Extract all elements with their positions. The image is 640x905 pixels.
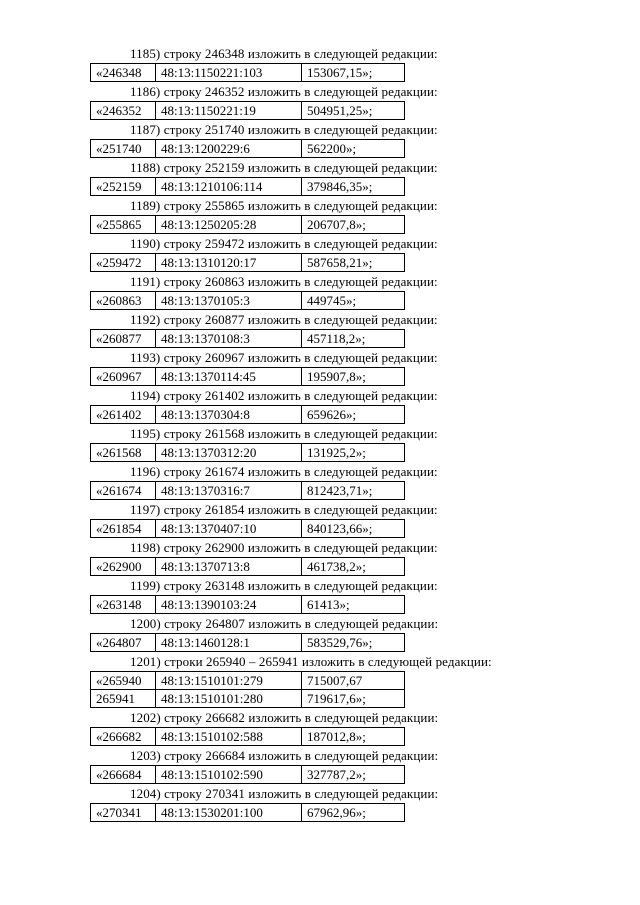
- table-row: [91, 672, 405, 690]
- cadastral-number-cell: 48:13:1370312:20: [156, 444, 302, 462]
- table-row: [91, 216, 405, 234]
- amendment-paragraph: 1185) строку 246348 изложить в следующей редакции:: [130, 46, 438, 61]
- amendment-paragraph: 1189) строку 255865 изложить в следующей редакции:: [130, 198, 438, 213]
- value-cell: 67962,96»;: [302, 804, 405, 822]
- table-row: [91, 804, 405, 822]
- cadastral-number-cell: 48:13:1150221:19: [156, 102, 302, 120]
- row-number-cell: «246348: [91, 64, 156, 82]
- cadastral-number-cell: 48:13:1250205:28: [156, 216, 302, 234]
- amendment-paragraph: 1187) строку 251740 изложить в следующей редакции:: [130, 122, 438, 137]
- amendment-paragraph: 1200) строку 264807 изложить в следующей редакции:: [130, 616, 439, 631]
- value-cell: 449745»;: [302, 292, 405, 310]
- row-number-cell: «262900: [91, 558, 156, 576]
- row-number-cell: «261568: [91, 444, 156, 462]
- table-row: [91, 330, 405, 348]
- amendment-paragraph: 1188) строку 252159 изложить в следующей редакции:: [130, 160, 438, 175]
- amendment-table: [90, 727, 405, 746]
- cadastral-number-cell: 48:13:1510101:280: [156, 690, 302, 708]
- amendment-table: [90, 367, 405, 386]
- amendment-paragraph: 1195) строку 261568 изложить в следующей редакции:: [130, 426, 438, 441]
- amendment-paragraph: 1193) строку 260967 изложить в следующей редакции:: [130, 350, 438, 365]
- amendment-table: [90, 443, 405, 462]
- cadastral-number-cell: 48:13:1510102:588: [156, 728, 302, 746]
- row-number-cell: «261674: [91, 482, 156, 500]
- amendment-table: [90, 177, 405, 196]
- cadastral-number-cell: 48:13:1370713:8: [156, 558, 302, 576]
- row-number-cell: «261854: [91, 520, 156, 538]
- table-row: [91, 520, 405, 538]
- table-row: [91, 178, 405, 196]
- value-cell: 61413»;: [302, 596, 405, 614]
- amendment-paragraph: 1191) строку 260863 изложить в следующей редакции:: [130, 274, 438, 289]
- value-cell: 812423,71»;: [302, 482, 405, 500]
- row-number-cell: «266682: [91, 728, 156, 746]
- amendment-table: [90, 557, 405, 576]
- table-row: [91, 444, 405, 462]
- document-body: [0, 44, 640, 822]
- table-row: [91, 368, 405, 386]
- value-cell: 457118,2»;: [302, 330, 405, 348]
- amendment-paragraph: 1192) строку 260877 изложить в следующей редакции:: [130, 312, 438, 327]
- row-number-cell: «264807: [91, 634, 156, 652]
- row-number-cell: «260967: [91, 368, 156, 386]
- value-cell: 840123,66»;: [302, 520, 405, 538]
- table-row: [91, 292, 405, 310]
- amendment-table: [90, 765, 405, 784]
- value-cell: 719617,6»;: [302, 690, 405, 708]
- row-number-cell: «266684: [91, 766, 156, 784]
- row-number-cell: «261402: [91, 406, 156, 424]
- value-cell: 131925,2»;: [302, 444, 405, 462]
- cadastral-number-cell: 48:13:1310120:17: [156, 254, 302, 272]
- amendment-paragraph: 1203) строку 266684 изложить в следующей редакции:: [130, 748, 439, 763]
- value-cell: 153067,15»;: [302, 64, 405, 82]
- value-cell: 659626»;: [302, 406, 405, 424]
- value-cell: 327787,2»;: [302, 766, 405, 784]
- value-cell: 379846,35»;: [302, 178, 405, 196]
- amendment-paragraph: 1199) строку 263148 изложить в следующей редакции:: [130, 578, 438, 593]
- cadastral-number-cell: 48:13:1460128:1: [156, 634, 302, 652]
- row-number-cell: 265941: [91, 690, 156, 708]
- row-number-cell: «255865: [91, 216, 156, 234]
- amendment-table: [90, 253, 405, 272]
- value-cell: 715007,67: [302, 672, 405, 690]
- amendment-paragraph: 1201) строки 265940 – 265941 изложить в следующей редакции:: [130, 654, 492, 669]
- cadastral-number-cell: 48:13:1200229:6: [156, 140, 302, 158]
- amendment-table: [90, 671, 405, 708]
- table-row: [91, 254, 405, 272]
- amendment-paragraph: 1196) строку 261674 изложить в следующей редакции:: [130, 464, 438, 479]
- amendment-table: [90, 481, 405, 500]
- amendment-table: [90, 139, 405, 158]
- amendment-table: [90, 633, 405, 652]
- row-number-cell: «252159: [91, 178, 156, 196]
- table-row: [91, 596, 405, 614]
- row-number-cell: «259472: [91, 254, 156, 272]
- row-number-cell: «260877: [91, 330, 156, 348]
- amendment-table: [90, 405, 405, 424]
- amendment-paragraph: 1194) строку 261402 изложить в следующей редакции:: [130, 388, 438, 403]
- amendment-paragraph: 1197) строку 261854 изложить в следующей редакции:: [130, 502, 438, 517]
- amendment-table: [90, 329, 405, 348]
- amendment-table: [90, 215, 405, 234]
- cadastral-number-cell: 48:13:1370105:3: [156, 292, 302, 310]
- amendment-table: [90, 803, 405, 822]
- value-cell: 504951,25»;: [302, 102, 405, 120]
- table-row: [91, 766, 405, 784]
- cadastral-number-cell: 48:13:1390103:24: [156, 596, 302, 614]
- cadastral-number-cell: 48:13:1370407:10: [156, 520, 302, 538]
- row-number-cell: «270341: [91, 804, 156, 822]
- table-row: [91, 102, 405, 120]
- row-number-cell: «263148: [91, 596, 156, 614]
- cadastral-number-cell: 48:13:1530201:100: [156, 804, 302, 822]
- table-row: [91, 634, 405, 652]
- cadastral-number-cell: 48:13:1510101:279: [156, 672, 302, 690]
- cadastral-number-cell: 48:13:1370316:7: [156, 482, 302, 500]
- row-number-cell: «246352: [91, 102, 156, 120]
- cadastral-number-cell: 48:13:1370114:45: [156, 368, 302, 386]
- table-row: [91, 140, 405, 158]
- amendment-table: [90, 595, 405, 614]
- row-number-cell: «265940: [91, 672, 156, 690]
- amendment-table: [90, 101, 405, 120]
- table-row: [91, 406, 405, 424]
- cadastral-number-cell: 48:13:1150221:103: [156, 64, 302, 82]
- value-cell: 587658,21»;: [302, 254, 405, 272]
- cadastral-number-cell: 48:13:1510102:590: [156, 766, 302, 784]
- amendment-paragraph: 1198) строку 262900 изложить в следующей редакции:: [130, 540, 438, 555]
- value-cell: 562200»;: [302, 140, 405, 158]
- value-cell: 187012,8»;: [302, 728, 405, 746]
- table-row: [91, 482, 405, 500]
- amendment-paragraph: 1190) строку 259472 изложить в следующей редакции:: [130, 236, 438, 251]
- amendment-table: [90, 519, 405, 538]
- amendment-table: [90, 63, 405, 82]
- table-row: [91, 728, 405, 746]
- value-cell: 206707,8»;: [302, 216, 405, 234]
- value-cell: 583529,76»;: [302, 634, 405, 652]
- row-number-cell: «260863: [91, 292, 156, 310]
- table-row: [91, 64, 405, 82]
- amendment-paragraph: 1204) строку 270341 изложить в следующей редакции:: [130, 786, 439, 801]
- amendment-paragraph: 1186) строку 246352 изложить в следующей редакции:: [130, 84, 438, 99]
- table-row: [91, 690, 405, 708]
- cadastral-number-cell: 48:13:1210106:114: [156, 178, 302, 196]
- value-cell: 461738,2»;: [302, 558, 405, 576]
- table-row: [91, 558, 405, 576]
- row-number-cell: «251740: [91, 140, 156, 158]
- cadastral-number-cell: 48:13:1370304:8: [156, 406, 302, 424]
- cadastral-number-cell: 48:13:1370108:3: [156, 330, 302, 348]
- amendment-table: [90, 291, 405, 310]
- value-cell: 195907,8»;: [302, 368, 405, 386]
- amendment-paragraph: 1202) строку 266682 изложить в следующей редакции:: [130, 710, 439, 725]
